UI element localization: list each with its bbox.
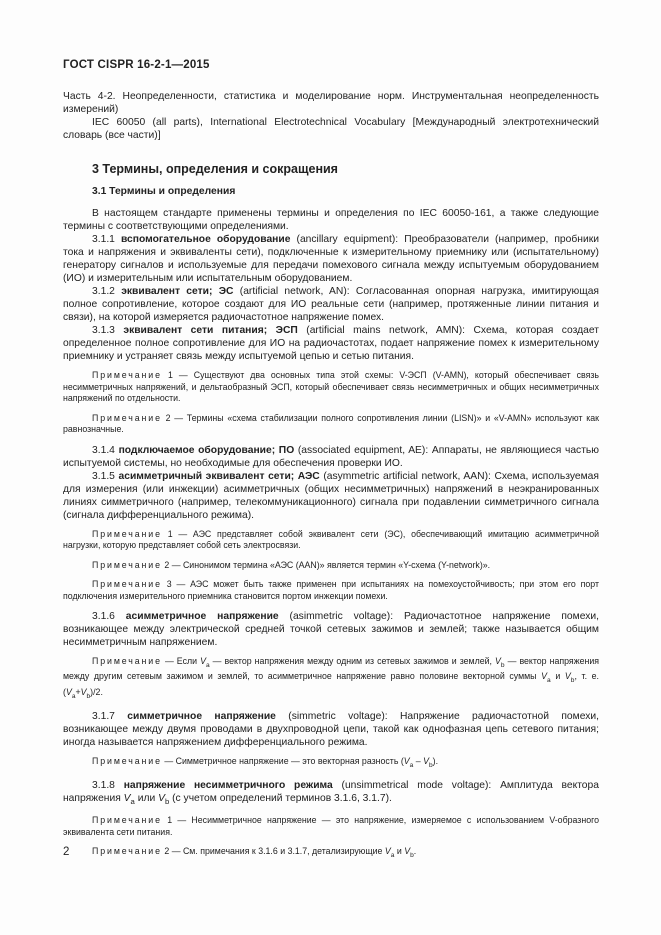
symbol-v: V bbox=[404, 846, 411, 857]
symbol-v: V bbox=[495, 656, 501, 666]
page-content bbox=[63, 90, 599, 869]
term-definition: (asimmetric voltage): Радиочастотное напряжение помехи, возникающее между электрической средней точкой сетевых зажимов и землей; также называется общим несимметричным напряжением. bbox=[63, 611, 599, 648]
intro-paragraph: В настоящем стандарте применены термины и определения по IEC 60050-161, а также следующие термины с соответствующими определениями. bbox=[63, 208, 599, 232]
note-text: — Если bbox=[161, 656, 201, 666]
subscript-b: b bbox=[410, 851, 414, 859]
symbol-v: V bbox=[403, 755, 410, 766]
symbol-v: V bbox=[200, 656, 206, 666]
term-number: 3.1.7 bbox=[92, 710, 128, 722]
note-text: 1 — АЭС представляет собой эквивалент сети (ЭС), обеспечивающий имитацию асимметричной нагрузки, которую представляет собой сеть электросвязи. bbox=[63, 528, 599, 550]
term-3-1-8 bbox=[63, 779, 599, 808]
symbol-v: V bbox=[123, 793, 131, 804]
subscript-a: a bbox=[71, 692, 76, 700]
note-text: — вектор напряжения между одним из сетевых зажимов и землей, bbox=[209, 656, 496, 666]
symbol-v: V bbox=[158, 793, 165, 804]
note bbox=[63, 413, 599, 436]
symbol-v: V bbox=[541, 671, 548, 682]
symbol-v: V bbox=[65, 686, 72, 697]
note-label: Примечание bbox=[92, 412, 162, 423]
note-text: 2 — Термины «схема стабилизации полного сопротивления линии (LISN)» и «V-AMN» используют как равнозначные. bbox=[63, 412, 599, 434]
term-definition: (artificial network, AN): Согласованная опорная нагрузка, имитирующая полное сопротивление, которое создают для ИО реальные сети (например, протяженные линии питания и связи), на которой измеряется радиочастотное напряжение помех. bbox=[63, 286, 599, 323]
note bbox=[63, 756, 599, 771]
term-number: 3.1.2 bbox=[92, 286, 122, 297]
term-number: 3.1.5 bbox=[92, 470, 119, 482]
term-3-1-2 bbox=[63, 285, 599, 324]
subscript-a: a bbox=[130, 797, 135, 807]
note bbox=[63, 370, 599, 405]
term-name: подключаемое оборудование; ПО bbox=[118, 444, 295, 456]
symbol-v: V bbox=[423, 755, 429, 766]
note-text: )/2. bbox=[90, 686, 103, 697]
note-text: 1 — Существуют два основных типа этой схемы: V-ЭСП (V-AMN), который обеспечивает связь несимметричных напряжений, и дельтаобразный ЭСП, который обеспечивает связь несимметричных и общих несимметричных напряжений по отдельности. bbox=[63, 370, 599, 403]
symbol-v: V bbox=[80, 686, 87, 697]
note-label: Примечание bbox=[92, 656, 162, 666]
term-definition: (simmetric voltage): Напряжение радиочастотной помехи, возникающее между двумя проводами в двухпроводной цепи, такой как однофазная цепь сетевого питания; иногда называется напряжением дифференциального режима. bbox=[63, 710, 599, 748]
symbol-v: V bbox=[564, 671, 571, 682]
subsection-title: 3.1 Термины и определения bbox=[92, 186, 236, 197]
term-3-1-6 bbox=[63, 610, 599, 649]
symbol-v: V bbox=[384, 846, 391, 857]
note-text: и bbox=[550, 671, 565, 682]
subscript-a: a bbox=[547, 677, 551, 684]
note-text: ). bbox=[432, 755, 439, 766]
term-definition: (ancillary equipment): Преобразователи (например, пробники тока и напряжения и эквиваленты сети), подключенные к измерительному приемнику или (испытательному) генератору сигналов и используемые для передачи помехового сигнала между испытуемым оборудованием (ИО) и измерительным или испытательным оборудованием. bbox=[63, 234, 599, 284]
subscript-a: a bbox=[390, 851, 395, 859]
term-number: 3.1.3 bbox=[92, 325, 124, 336]
note-label: Примечание bbox=[92, 579, 162, 589]
term-number: 3.1.1 bbox=[92, 234, 121, 245]
subscript-b: b bbox=[86, 692, 91, 700]
note bbox=[63, 529, 599, 552]
standard-header: ГОСТ CISPR 16-2-1—2015 bbox=[63, 59, 210, 71]
term-definition: (asymmetric artificial network, AAN): Схема, используемая для измерения (или инжекции) асимметричных (общих несимметричных) напряжений в неэкранированных линиях симметричного (например, телекоммуникационного) сигнала при подавлении симметричного сигнала (сигнала дифференциального режима). bbox=[63, 470, 599, 521]
note-text: — Симметричное напряжение — это векторная разность ( bbox=[161, 755, 404, 766]
note bbox=[63, 815, 599, 838]
term-number: 3.1.8 bbox=[92, 780, 124, 791]
term-3-1-4 bbox=[63, 444, 599, 470]
term-definition: (с учетом определений терминов 3.1.6, 3.1.7). bbox=[169, 793, 392, 804]
section-title: 3 Термины, определения и сокращения bbox=[92, 162, 338, 176]
note-label: Примечание bbox=[92, 528, 162, 539]
note-text: 1 — Несимметричное напряжение — это напряжение, измеряемое с использованием V-образного эквивалента сети питания. bbox=[63, 815, 599, 837]
term-name: асимметричный эквивалент сети; АЭС bbox=[118, 470, 320, 482]
term-name: напряжение несимметричного режима bbox=[123, 780, 333, 791]
note-label: Примечание bbox=[92, 815, 162, 826]
page-number: 2 bbox=[63, 846, 70, 858]
note bbox=[63, 656, 599, 702]
note-text: + bbox=[75, 686, 81, 697]
term-definition: (unsimmetrical mode voltage): Амплитуда вектора напряжения bbox=[63, 780, 599, 804]
term-number: 3.1.6 bbox=[92, 611, 126, 622]
note-label: Примечание bbox=[92, 559, 162, 570]
term-name: эквивалент сети; ЭС bbox=[121, 286, 234, 297]
term-definition: или bbox=[134, 793, 159, 804]
subscript-a: a bbox=[409, 761, 414, 769]
note-label: Примечание bbox=[92, 755, 162, 766]
note bbox=[63, 579, 599, 602]
term-3-1-7 bbox=[63, 710, 599, 749]
term-name: асимметричное напряжение bbox=[125, 611, 279, 622]
term-name: вспомогательное оборудование bbox=[120, 234, 291, 245]
note-text: , т. е. ( bbox=[63, 671, 599, 697]
note-text: 2 — Синонимом термина «АЭС (AAN)» является термин «Y-схема (Y-network)». bbox=[161, 559, 491, 570]
note bbox=[63, 560, 599, 572]
note-label: Примечание bbox=[92, 370, 162, 380]
note-text: — вектор напряжения между другим сетевым зажимом и землей, то асимметричное напряжение равно половине векторной суммы bbox=[63, 656, 600, 682]
term-name: симметричное напряжение bbox=[127, 710, 276, 722]
note-label: Примечание bbox=[92, 846, 162, 857]
subscript-b: b bbox=[500, 661, 505, 669]
term-definition: (artificial mains network, AMN): Схема, которая создает определенное полное сопротивление для ИО на радиочастотах, подает напряжение помех к измерительному приемнику и устраняет связь между испытуемой цепью и сетью питания. bbox=[63, 325, 599, 362]
note-text: 2 — См. примечания к 3.1.6 и 3.1.7, детализирующие bbox=[161, 846, 385, 857]
reference-entry: IEC 60050 (all parts), International Electrotechnical Vocabulary [Международный электротехнический словарь (все части)] bbox=[63, 117, 599, 141]
reference-entry: Часть 4-2. Неопределенности, статистика и моделирование норм. Инструментальная неопределенность измерений) bbox=[63, 91, 599, 115]
term-3-1-3 bbox=[63, 324, 599, 363]
subscript-b: b bbox=[428, 761, 433, 769]
subscript-a: a bbox=[205, 661, 210, 669]
term-definition: (associated equipment, AE): Аппараты, не являющиеся частью испытуемой системы, но необходимые для обеспечения проверки ИО. bbox=[63, 444, 600, 469]
term-name: эквивалент сети питания; ЭСП bbox=[123, 325, 298, 336]
subscript-b: b bbox=[570, 677, 575, 684]
subscript-b: b bbox=[164, 797, 170, 807]
note-text: – bbox=[413, 755, 424, 766]
term-number: 3.1.4 bbox=[92, 444, 119, 456]
note-text: . bbox=[413, 846, 417, 857]
note-text: 3 — АЭС может быть также применен при испытаниях на помехоустойчивость; при этом его порт подключения измерительного приемника становится портом инжекции помехи. bbox=[63, 579, 599, 601]
term-3-1-5 bbox=[63, 470, 599, 522]
note-text: и bbox=[394, 846, 405, 857]
note bbox=[63, 846, 599, 861]
term-3-1-1 bbox=[63, 233, 599, 285]
